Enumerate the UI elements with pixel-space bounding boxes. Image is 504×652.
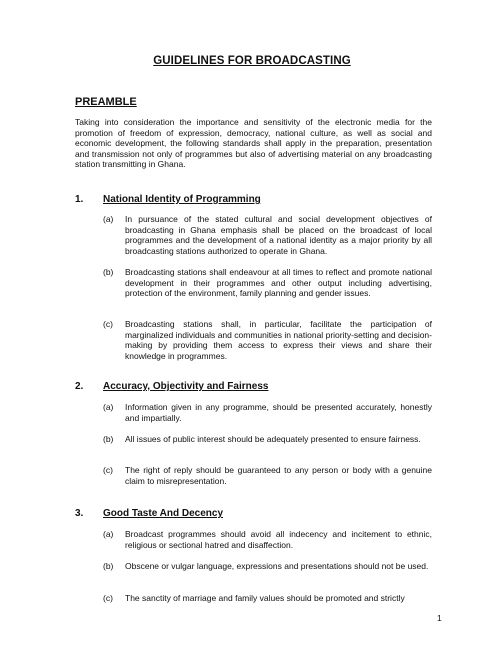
section-1-item-c xyxy=(103,319,432,361)
section-title: Accuracy, Objectivity and Fairness xyxy=(103,381,269,392)
section-number: 2. xyxy=(75,381,84,392)
item-text: Obscene or vulgar language, expressions and presentations should not be used. xyxy=(125,561,429,571)
section-number: 1. xyxy=(75,194,84,205)
item-marker: (a) xyxy=(103,214,114,224)
item-text: All issues of public interest should be adequately presented to ensure fairness. xyxy=(125,434,421,444)
page-number: 1 xyxy=(437,613,442,623)
item-marker: (b) xyxy=(103,434,114,444)
item-marker: (c) xyxy=(103,319,113,329)
section-title: Good Taste And Decency xyxy=(103,508,224,519)
item-marker: (c) xyxy=(103,593,113,603)
item-text: Information given in any programme, should be presented accurately, honestly and impartially. xyxy=(125,402,432,423)
item-marker: (b) xyxy=(103,561,114,571)
item-marker: (b) xyxy=(103,267,114,277)
section-number: 3. xyxy=(75,508,84,519)
item-marker: (a) xyxy=(103,529,114,539)
section-heading-national-identity xyxy=(75,194,261,205)
section-2-item-c xyxy=(103,465,432,486)
preamble-text: Taking into consideration the importance and sensitivity of the electronic media for the promotion of freedom of expression, democracy, national culture, as well as social and economic development, the following standards shall apply in the preparation, presentation and transmission not only of programmes but also of advertising material on any broadcasting station transmitting in Ghana. xyxy=(75,117,432,170)
section-3-item-b xyxy=(103,561,432,572)
section-3-item-c xyxy=(103,593,432,604)
item-text: The sanctity of marriage and family values should be promoted and strictly xyxy=(125,593,405,603)
item-text: In pursuance of the stated cultural and social development objectives of broadcasting in Ghana emphasis shall be placed on the broadcast of local programmes and the development of a national identity as a major priority by all broadcasting stations authorized to operate in Ghana. xyxy=(125,214,432,256)
item-text: Broadcasting stations shall endeavour at all times to reflect and promote national development in their programmes and other output including advertising, protection of the environment, family planning and gender issues. xyxy=(125,267,432,299)
item-marker: (c) xyxy=(103,465,113,475)
section-2-item-b xyxy=(103,434,432,445)
section-2-item-a xyxy=(103,402,432,423)
section-1-item-a xyxy=(103,214,432,256)
section-title: National Identity of Programming xyxy=(103,194,261,205)
item-text: Broadcasting stations shall, in particular, facilitate the participation of marginalized individuals and communities in national priority-setting and decision-making by providing them access to express their views and share their knowledge in programmes. xyxy=(125,319,432,361)
preamble-heading: PREAMBLE xyxy=(75,96,137,108)
section-3-item-a xyxy=(103,529,432,550)
item-text: The right of reply should be guaranteed to any person or body with a genuine claim to misrepresentation. xyxy=(125,465,432,486)
item-text: Broadcast programmes should avoid all indecency and incitement to ethnic, religious or sectional hatred and disaffection. xyxy=(125,529,432,550)
section-heading-good-taste xyxy=(75,508,223,519)
document-title: GUIDELINES FOR BROADCASTING xyxy=(153,55,351,67)
section-1-item-b xyxy=(103,267,432,299)
item-marker: (a) xyxy=(103,402,114,412)
section-heading-accuracy xyxy=(75,381,268,392)
